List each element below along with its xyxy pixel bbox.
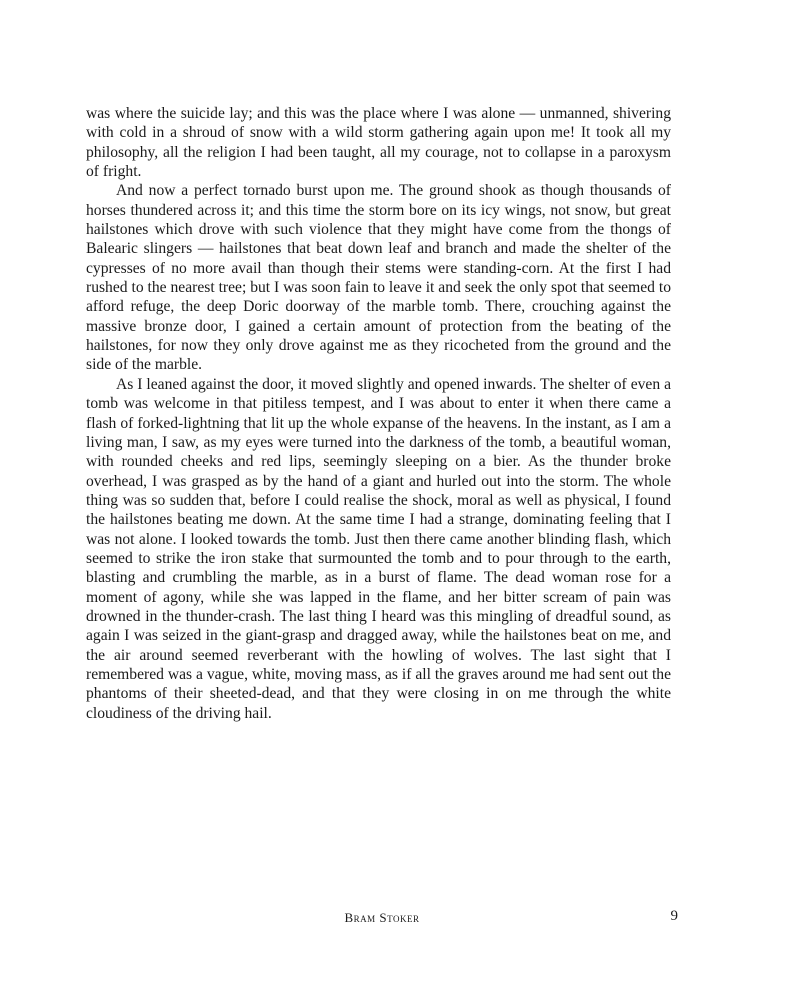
- page-number: 9: [670, 908, 678, 924]
- page-footer: [86, 910, 678, 930]
- running-head-author: Bram Stoker: [344, 910, 420, 925]
- paragraph: As I leaned against the door, it moved slightly and opened inwards. The shelter of even a tomb was welcome in that pitiless tempest, and I was about to enter it when there came a flash of forked-lightning that lit up the whole expanse of the heavens. In the instant, as I am a living man, I saw, as my eyes were turned into the darkness of the tomb, a beautiful woman, with rounded cheeks and red lips, seemingly sleeping on a bier. As the thunder broke overhead, I was grasped as by the hand of a giant and hurled out into the storm. The whole thing was so sudden that, before I could realise the shock, moral as well as physical, I found the hailstones beating me down. At the same time I had a strange, dominating feeling that I was not alone. I looked towards the tomb. Just then there came another blinding flash, which seemed to strike the iron stake that surmounted the tomb and to pour through to the earth, blasting and crumbling the marble, as in a burst of flame. The dead woman rose for a moment of agony, while she was lapped in the flame, and her bitter scream of pain was drowned in the thunder-crash. The last thing I heard was this mingling of dreadful sound, as again I was seized in the giant-grasp and dragged away, while the hailstones beat on me, and the air around seemed reverberant with the howling of wolves. The last sight that I remembered was a vague, white, moving mass, as if all the graves around me had sent out the phantoms of their sheeted-dead, and that they were closing in on me through the white cloudiness of the driving hail.: [86, 375, 671, 722]
- paragraph: And now a perfect tornado burst upon me. The ground shook as though thousands of horses thundered across it; and this time the storm bore on its icy wings, not snow, but great hailstones which drove with such violence that they might have come from the thongs of Balearic slingers — hailstones that beat down leaf and branch and made the shelter of the cypresses of no more avail than though their stems were standing-corn. At the first I had rushed to the nearest tree; but I was soon fain to leave it and seek the only spot that seemed to afford refuge, the deep Doric doorway of the marble tomb. There, crouching against the massive bronze door, I gained a certain amount of protection from the beating of the hailstones, for now they only drove against me as they ricocheted from the ground and the side of the marble.: [86, 182, 671, 374]
- body-text: [86, 104, 671, 723]
- paragraph-continued: was where the suicide lay; and this was the place where I was alone — unmanned, shivering with cold in a shroud of snow with a wild storm gathering again upon me! It took all my philosophy, all the religion I had been taught, all my courage, not to collapse in a paroxysm of fright.: [86, 105, 671, 181]
